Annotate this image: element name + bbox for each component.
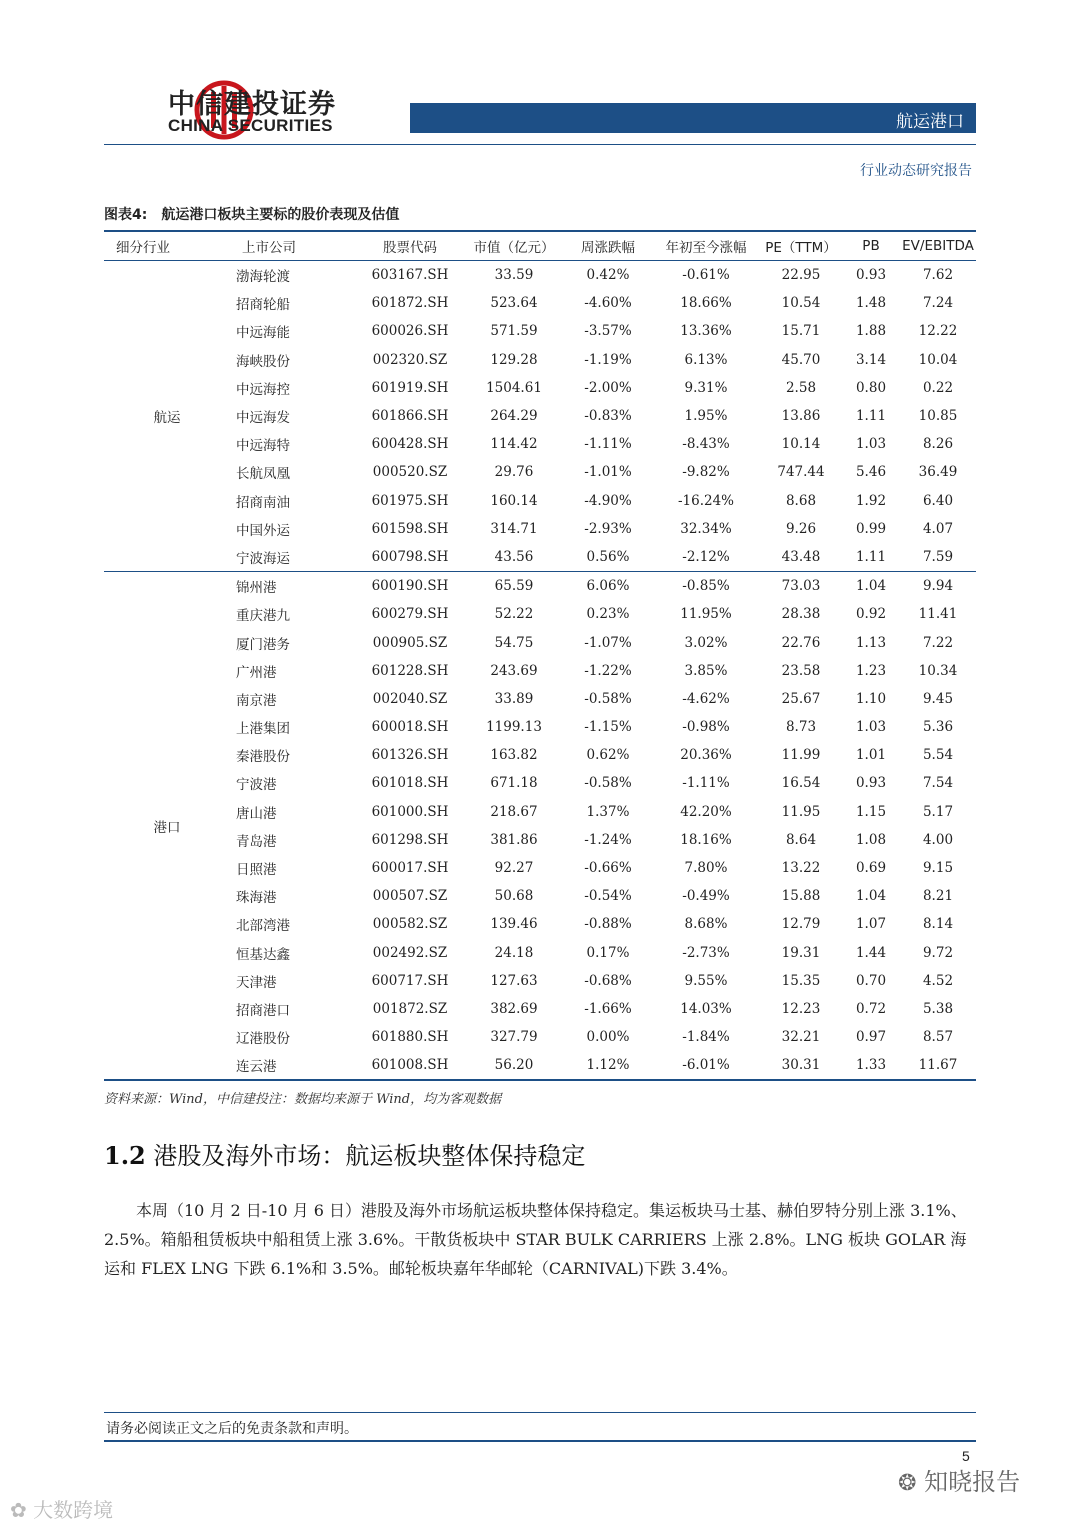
- value-cell: -0.54%: [584, 888, 632, 905]
- value-cell: -4.90%: [584, 492, 632, 509]
- column-header: EV/EBITDA: [900, 231, 976, 261]
- value-cell: 11.99: [781, 747, 821, 764]
- value-cell: 24.18: [494, 944, 534, 961]
- value-cell: -8.43%: [682, 436, 730, 453]
- table-row: [104, 515, 976, 543]
- table-row: [104, 346, 976, 374]
- footer-divider: [104, 1412, 976, 1413]
- value-cell: 601008.SH: [356, 1051, 464, 1080]
- value-cell: 5.46: [855, 464, 887, 481]
- value-cell: 114.42: [490, 436, 538, 453]
- table-row: [104, 995, 976, 1023]
- section-banner: [410, 103, 976, 133]
- value-cell: 0.69: [855, 860, 887, 877]
- table-row: [104, 967, 976, 995]
- value-cell: 0.22: [922, 379, 954, 396]
- table-row: [104, 910, 976, 938]
- value-cell: 601975.SH: [371, 492, 449, 509]
- table-row: [104, 769, 976, 797]
- value-cell: 9.72: [922, 944, 954, 961]
- value-cell: 4.52: [922, 972, 954, 989]
- value-cell: 4.07: [922, 520, 954, 537]
- value-cell: 33.89: [494, 690, 534, 707]
- table-row: [104, 374, 976, 402]
- value-cell: 10.34: [918, 662, 958, 679]
- value-cell: 1.37%: [586, 803, 630, 820]
- value-cell: 5.38: [922, 1000, 954, 1017]
- company-cell: 锦州港: [236, 580, 277, 597]
- table-row: [104, 317, 976, 345]
- value-cell: 1.12%: [564, 1051, 652, 1080]
- value-cell: 6.06%: [586, 578, 630, 595]
- industry-cell: 港口: [104, 572, 230, 1081]
- value-cell: 0.93: [855, 775, 887, 792]
- value-cell: -0.66%: [584, 860, 632, 877]
- table-row: [104, 713, 976, 741]
- value-cell: 7.80%: [684, 860, 728, 877]
- value-cell: -2.12%: [652, 543, 760, 572]
- value-cell: 002320.SZ: [372, 351, 448, 368]
- value-cell: 0.42%: [586, 267, 630, 284]
- header-divider: [104, 144, 976, 145]
- table-row: [104, 430, 976, 458]
- value-cell: 15.88: [781, 888, 821, 905]
- value-cell: -4.62%: [682, 690, 730, 707]
- value-cell: 1.04: [855, 888, 887, 905]
- company-cell: 日照港: [236, 862, 277, 879]
- wechat-icon: ❂: [898, 1471, 917, 1496]
- value-cell: 92.27: [494, 860, 534, 877]
- value-cell: 0.00%: [586, 1029, 630, 1046]
- table-row: [104, 600, 976, 628]
- value-cell: 603167.SH: [371, 267, 449, 284]
- company-cell: 珠海港: [236, 890, 277, 907]
- value-cell: -0.61%: [682, 267, 730, 284]
- value-cell: 11.41: [918, 606, 958, 623]
- value-cell: -1.11%: [682, 775, 730, 792]
- figure-caption: [104, 204, 399, 224]
- value-cell: -1.66%: [584, 1000, 632, 1017]
- value-cell: 600026.SH: [371, 323, 449, 340]
- value-cell: 6.40: [922, 492, 954, 509]
- value-cell: 12.22: [918, 323, 958, 340]
- value-cell: 163.82: [490, 747, 538, 764]
- table-row: [104, 628, 976, 656]
- disclaimer-text: 请务必阅读正文之后的免责条款和声明。: [106, 1421, 358, 1437]
- value-cell: 11.95%: [680, 606, 732, 623]
- value-cell: 3.14: [855, 351, 887, 368]
- value-cell: 54.75: [494, 634, 534, 651]
- company-cell: 宁波港: [236, 777, 277, 794]
- column-header: 细分行业: [104, 231, 230, 261]
- value-cell: -0.68%: [584, 972, 632, 989]
- value-cell: 1.48: [855, 295, 887, 312]
- table-row: [104, 458, 976, 486]
- section-heading: [104, 1136, 585, 1171]
- value-cell: -1.07%: [584, 634, 632, 651]
- value-cell: 5.36: [922, 719, 954, 736]
- value-cell: 9.31%: [684, 379, 728, 396]
- value-cell: -0.98%: [682, 719, 730, 736]
- value-cell: 8.26: [922, 436, 954, 453]
- column-header: PE（TTM）: [760, 231, 842, 261]
- table-row: [104, 402, 976, 430]
- value-cell: -1.24%: [584, 831, 632, 848]
- value-cell: 0.80: [855, 379, 887, 396]
- value-cell: 10.54: [781, 295, 821, 312]
- company-cell: 青岛港: [236, 833, 277, 850]
- value-cell: -0.58%: [584, 775, 632, 792]
- value-cell: 1.15: [855, 803, 887, 820]
- value-cell: 1.11: [842, 543, 900, 572]
- column-header: 股票代码: [356, 231, 464, 261]
- table-row: [104, 939, 976, 967]
- value-cell: 601866.SH: [371, 408, 449, 425]
- value-cell: 600018.SH: [371, 719, 449, 736]
- value-cell: 8.68%: [684, 916, 728, 933]
- value-cell: 1.03: [855, 436, 887, 453]
- value-cell: -1.01%: [584, 464, 632, 481]
- table-row: [104, 261, 976, 290]
- value-cell: 0.62%: [586, 747, 630, 764]
- value-cell: 7.24: [922, 295, 954, 312]
- report-type: 行业动态研究报告: [860, 163, 972, 179]
- value-cell: 8.21: [922, 888, 954, 905]
- value-cell: 6.13%: [684, 351, 728, 368]
- company-cell: 辽港股份: [236, 1031, 290, 1048]
- company-cell: 招商南油: [236, 494, 290, 511]
- table-row: [104, 741, 976, 769]
- value-cell: 601228.SH: [371, 662, 449, 679]
- column-header: 周涨跌幅: [564, 231, 652, 261]
- value-cell: -2.93%: [584, 520, 632, 537]
- section-title: 港股及海外市场：航运板块整体保持稳定: [153, 1142, 586, 1170]
- value-cell: 42.20%: [680, 803, 732, 820]
- value-cell: 002040.SZ: [372, 690, 448, 707]
- company-cell: 广州港: [236, 664, 277, 681]
- page-number: 5: [962, 1448, 970, 1464]
- value-cell: 1.44: [855, 944, 887, 961]
- value-cell: 15.35: [781, 972, 821, 989]
- company-cell: 渤海轮渡: [236, 269, 290, 286]
- value-cell: 0.97: [855, 1029, 887, 1046]
- value-cell: 8.73: [785, 719, 817, 736]
- value-cell: 0.70: [855, 972, 887, 989]
- table-source-note: 资料来源：Wind，中信建投注：数据均来源于 Wind，均为客观数据: [104, 1092, 502, 1107]
- value-cell: 243.69: [490, 662, 538, 679]
- company-cell: 重庆港九: [236, 608, 290, 625]
- value-cell: -1.22%: [584, 662, 632, 679]
- value-cell: 3.02%: [684, 634, 728, 651]
- table-row: [104, 882, 976, 910]
- value-cell: 671.18: [490, 775, 538, 792]
- table-row: [104, 826, 976, 854]
- value-cell: 23.58: [781, 662, 821, 679]
- company-cell: 恒基达鑫: [236, 946, 290, 963]
- value-cell: 1.95%: [684, 408, 728, 425]
- value-cell: 18.16%: [680, 831, 732, 848]
- value-cell: 8.64: [785, 831, 817, 848]
- value-cell: -2.73%: [682, 944, 730, 961]
- value-cell: 11.95: [781, 803, 821, 820]
- value-cell: -4.60%: [584, 295, 632, 312]
- value-cell: 1504.61: [486, 379, 542, 396]
- value-cell: 1199.13: [486, 719, 542, 736]
- value-cell: 000507.SZ: [372, 888, 448, 905]
- watermark-logo-icon: ✿: [10, 1498, 27, 1522]
- value-cell: -1.19%: [584, 351, 632, 368]
- value-cell: 5.17: [922, 803, 954, 820]
- value-cell: 264.29: [490, 408, 538, 425]
- value-cell: 139.46: [490, 916, 538, 933]
- value-cell: 000905.SZ: [372, 634, 448, 651]
- value-cell: 0.93: [855, 267, 887, 284]
- value-cell: -16.24%: [677, 492, 735, 509]
- value-cell: -2.00%: [584, 379, 632, 396]
- value-cell: 52.22: [494, 606, 534, 623]
- value-cell: 73.03: [781, 578, 821, 595]
- value-cell: -1.15%: [584, 719, 632, 736]
- value-cell: 10.14: [781, 436, 821, 453]
- value-cell: 381.86: [490, 831, 538, 848]
- value-cell: 8.68: [785, 492, 817, 509]
- value-cell: 1.08: [855, 831, 887, 848]
- value-cell: 22.95: [781, 267, 821, 284]
- company-cell: 唐山港: [236, 805, 277, 822]
- value-cell: 10.85: [918, 408, 958, 425]
- value-cell: -1.11%: [584, 436, 632, 453]
- value-cell: 571.59: [490, 323, 538, 340]
- table-row: [104, 854, 976, 882]
- table-header-row: [104, 231, 976, 261]
- company-cell: 中远海特: [236, 438, 290, 455]
- value-cell: 000520.SZ: [372, 464, 448, 481]
- value-cell: 1.07: [855, 916, 887, 933]
- company-cell: 长航凤凰: [236, 466, 290, 483]
- value-cell: 10.04: [918, 351, 958, 368]
- watermark-left-text: 大数跨境: [33, 1498, 114, 1522]
- column-header: 市值（亿元）: [464, 231, 564, 261]
- value-cell: 9.26: [785, 520, 817, 537]
- value-cell: 0.92: [855, 606, 887, 623]
- value-cell: 523.64: [490, 295, 538, 312]
- company-cell: 宁波海运: [230, 543, 356, 572]
- value-cell: -0.58%: [584, 690, 632, 707]
- value-cell: 1.92: [855, 492, 887, 509]
- value-cell: 600717.SH: [371, 972, 449, 989]
- value-cell: 25.67: [781, 690, 821, 707]
- value-cell: 9.55%: [684, 972, 728, 989]
- section-label: 航运港口: [896, 112, 964, 132]
- value-cell: 601880.SH: [371, 1029, 449, 1046]
- value-cell: 13.36%: [680, 323, 732, 340]
- value-cell: 7.54: [922, 775, 954, 792]
- section-number: 1.2: [104, 1141, 146, 1170]
- value-cell: 600017.SH: [371, 860, 449, 877]
- value-cell: 5.54: [922, 747, 954, 764]
- value-cell: 600798.SH: [356, 543, 464, 572]
- value-cell: 382.69: [490, 1000, 538, 1017]
- value-cell: 2.58: [785, 379, 817, 396]
- value-cell: 1.88: [855, 323, 887, 340]
- value-cell: 65.59: [494, 578, 534, 595]
- value-cell: 4.00: [922, 831, 954, 848]
- company-cell: 连云港: [230, 1051, 356, 1080]
- value-cell: 218.67: [490, 803, 538, 820]
- company-cell: 北部湾港: [236, 918, 290, 935]
- company-cell: 上港集团: [236, 721, 290, 738]
- company-cell: 招商港口: [236, 1002, 290, 1019]
- value-cell: 0.99: [855, 520, 887, 537]
- value-cell: -3.57%: [584, 323, 632, 340]
- value-cell: 9.45: [922, 690, 954, 707]
- value-cell: -0.83%: [584, 408, 632, 425]
- value-cell: 160.14: [490, 492, 538, 509]
- value-cell: 7.22: [922, 634, 954, 651]
- logo-english-name: CHINA SECURITIES: [168, 116, 333, 135]
- value-cell: 1.33: [842, 1051, 900, 1080]
- value-cell: 29.76: [494, 464, 534, 481]
- value-cell: -0.85%: [682, 578, 730, 595]
- value-cell: 12.23: [781, 1000, 821, 1017]
- value-cell: 1.01: [855, 747, 887, 764]
- value-cell: 13.86: [781, 408, 821, 425]
- value-cell: 9.15: [922, 860, 954, 877]
- table-row: [104, 572, 976, 601]
- value-cell: 18.66%: [680, 295, 732, 312]
- table-row: [104, 657, 976, 685]
- company-cell: 南京港: [236, 692, 277, 709]
- value-cell: 12.79: [781, 916, 821, 933]
- value-cell: 1.10: [855, 690, 887, 707]
- value-cell: 600279.SH: [371, 606, 449, 623]
- value-cell: 7.62: [922, 267, 954, 284]
- column-header: 年初至今涨幅: [652, 231, 760, 261]
- value-cell: 600428.SH: [371, 436, 449, 453]
- column-header: PB: [842, 231, 900, 261]
- figure-number: 图表4:: [104, 207, 148, 223]
- value-cell: 43.56: [464, 543, 564, 572]
- value-cell: -9.82%: [682, 464, 730, 481]
- table-row: [104, 1051, 976, 1080]
- industry-cell: 航运: [104, 261, 230, 572]
- value-cell: 0.72: [855, 1000, 887, 1017]
- value-cell: 002492.SZ: [372, 944, 448, 961]
- value-cell: 50.68: [494, 888, 534, 905]
- value-cell: 19.31: [781, 944, 821, 961]
- value-cell: 000582.SZ: [372, 916, 448, 933]
- figure-title: 航运港口板块主要标的股价表现及估值: [161, 207, 400, 223]
- value-cell: 1.03: [855, 719, 887, 736]
- value-cell: 11.67: [900, 1051, 976, 1080]
- value-cell: -0.88%: [584, 916, 632, 933]
- value-cell: 32.21: [781, 1029, 821, 1046]
- value-cell: 33.59: [494, 267, 534, 284]
- value-cell: 30.31: [760, 1051, 842, 1080]
- table-row: [104, 1023, 976, 1051]
- value-cell: 1.23: [855, 662, 887, 679]
- value-cell: 747.44: [777, 464, 825, 481]
- value-cell: 36.49: [918, 464, 958, 481]
- value-cell: 20.36%: [680, 747, 732, 764]
- value-cell: 1.13: [855, 634, 887, 651]
- value-cell: -6.01%: [652, 1051, 760, 1080]
- company-cell: 中远海能: [236, 325, 290, 342]
- table-row: [104, 543, 976, 572]
- company-cell: 秦港股份: [236, 749, 290, 766]
- watermark-right: [898, 1462, 1020, 1497]
- value-cell: 9.94: [922, 578, 954, 595]
- logo-chinese-name: 中信建投证券: [168, 89, 336, 120]
- table-row: [104, 487, 976, 515]
- value-cell: 601598.SH: [371, 520, 449, 537]
- value-cell: 314.71: [490, 520, 538, 537]
- value-cell: 001872.SZ: [372, 1000, 448, 1017]
- column-header: 上市公司: [230, 231, 356, 261]
- value-cell: 14.03%: [680, 1000, 732, 1017]
- company-cell: 招商轮船: [236, 297, 290, 314]
- value-cell: 8.14: [922, 916, 954, 933]
- value-cell: 3.85%: [684, 662, 728, 679]
- table-row: [104, 289, 976, 317]
- value-cell: 129.28: [490, 351, 538, 368]
- body-paragraph: 本周（10 月 2 日-10 月 6 日）港股及海外市场航运板块整体保持稳定。集运板块马士基、赫伯罗特分别上涨 3.1%、2.5%。箱船租赁板块中船租赁上涨 3.6%。干散货板块中 STAR BULK CARRIERS 上涨 2.8%。LNG 板块 GOLAR 海运和 FLEX LNG 下跌 6.1%和 3.5%。邮轮板块嘉年华邮轮（CARNIVAL)下跌 3.4%。: [104, 1201, 967, 1278]
- value-cell: 22.76: [781, 634, 821, 651]
- watermark-right-text: 知晓报告: [924, 1468, 1021, 1496]
- value-cell: 45.70: [781, 351, 821, 368]
- company-cell: 厦门港务: [236, 636, 290, 653]
- value-cell: 56.20: [464, 1051, 564, 1080]
- value-cell: -0.49%: [682, 888, 730, 905]
- table-row: [104, 798, 976, 826]
- value-cell: 327.79: [490, 1029, 538, 1046]
- value-cell: 601298.SH: [371, 831, 449, 848]
- value-cell: 1.11: [855, 408, 887, 425]
- value-cell: 0.56%: [564, 543, 652, 572]
- value-cell: 127.63: [490, 972, 538, 989]
- company-cell: 中国外运: [236, 522, 290, 539]
- company-cell: 中远海发: [236, 410, 290, 427]
- valuation-table: [104, 230, 976, 1081]
- value-cell: 16.54: [781, 775, 821, 792]
- company-cell: 中远海控: [236, 381, 290, 398]
- value-cell: 601018.SH: [371, 775, 449, 792]
- value-cell: 28.38: [781, 606, 821, 623]
- footer-divider-bottom: [104, 1440, 976, 1442]
- value-cell: 15.71: [781, 323, 821, 340]
- value-cell: 7.59: [900, 543, 976, 572]
- value-cell: 601326.SH: [371, 747, 449, 764]
- value-cell: 601872.SH: [371, 295, 449, 312]
- value-cell: 32.34%: [680, 520, 732, 537]
- value-cell: 1.04: [855, 578, 887, 595]
- value-cell: 600190.SH: [371, 578, 449, 595]
- value-cell: 13.22: [781, 860, 821, 877]
- company-cell: 海峡股份: [236, 353, 290, 370]
- table-body: [104, 261, 976, 1081]
- value-cell: 43.48: [760, 543, 842, 572]
- value-cell: 8.57: [922, 1029, 954, 1046]
- value-cell: 0.17%: [586, 944, 630, 961]
- value-cell: 601919.SH: [371, 379, 449, 396]
- watermark-left: [10, 1494, 113, 1523]
- table-row: [104, 685, 976, 713]
- value-cell: 0.23%: [586, 606, 630, 623]
- value-cell: 601000.SH: [371, 803, 449, 820]
- value-cell: -1.84%: [682, 1029, 730, 1046]
- company-cell: 天津港: [236, 974, 277, 991]
